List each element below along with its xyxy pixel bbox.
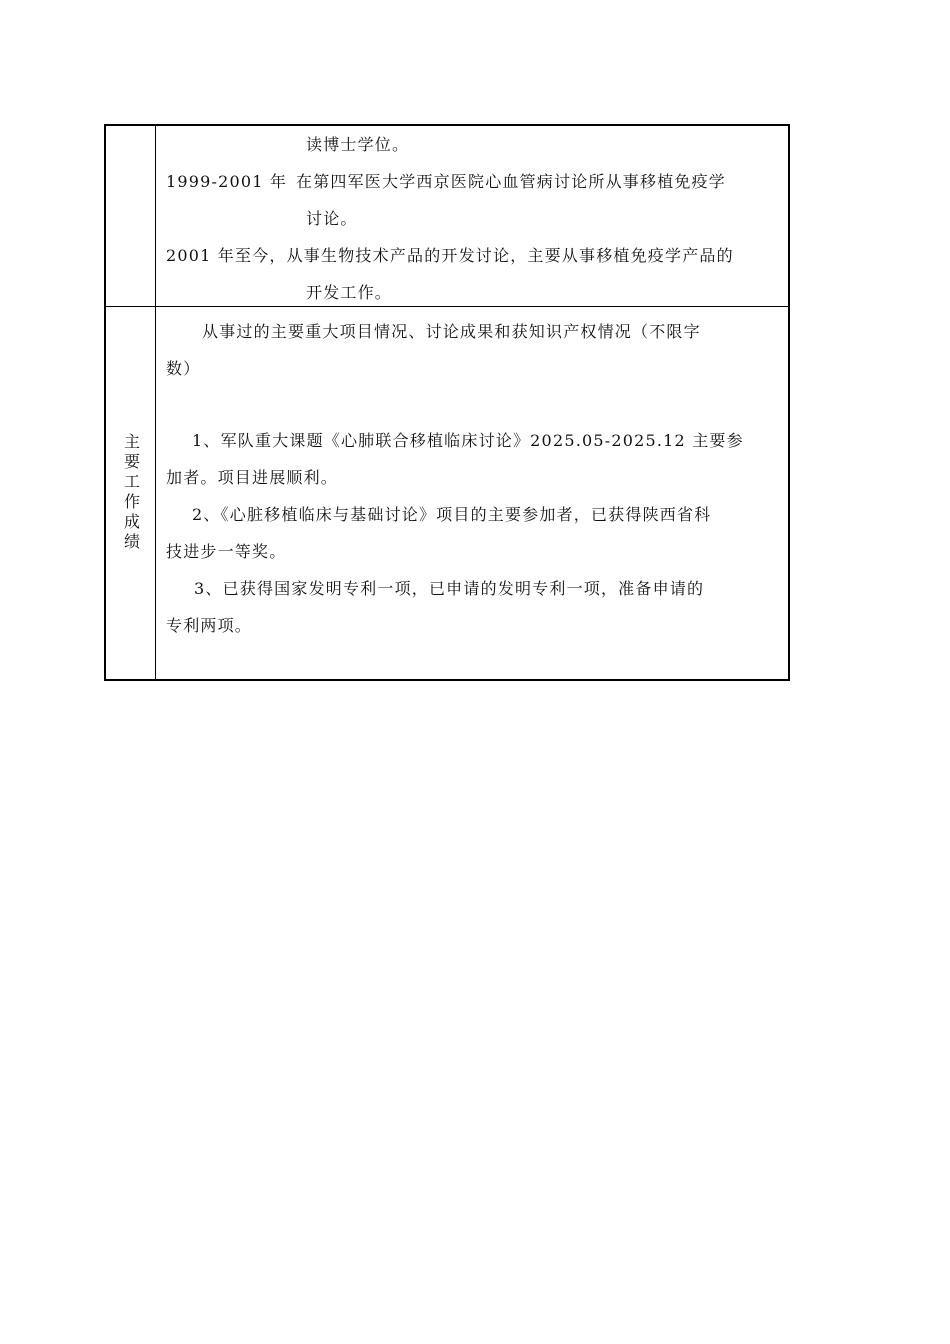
education-line: 读博士学位。	[306, 135, 410, 154]
spacer	[166, 387, 780, 422]
education-line: 开发工作。	[306, 283, 393, 302]
education-line: 讨论。	[306, 209, 358, 228]
achievements-label-cell	[106, 307, 156, 679]
achievement-item: 专利两项。	[166, 616, 253, 635]
achievement-item: 3、已获得国家发明专利一项，已申请的发明专利一项，准备申请的	[194, 579, 705, 598]
education-content	[156, 126, 788, 306]
resume-form-table	[104, 124, 790, 681]
achievement-item: 技进步一等奖。	[166, 542, 287, 561]
achievements-intro: 从事过的主要重大项目情况、讨论成果和获知识产权情况（不限字	[202, 322, 701, 341]
education-entry-text: 2001 年至今，从事生物技术产品的开发讨论，主要从事移植免疫学产品的	[166, 246, 734, 265]
achievement-item: 2、《心脏移植临床与基础讨论》项目的主要参加者，已获得陕西省科	[192, 505, 712, 524]
education-entry	[166, 163, 780, 200]
achievements-intro: 数）	[166, 359, 201, 378]
achievement-item: 加者。项目进展顺利。	[166, 468, 339, 487]
education-years: 1999-2001 年	[166, 172, 288, 191]
achievements-content	[156, 307, 788, 679]
education-label-cell	[106, 126, 156, 306]
achievement-item: 1、军队重大课题《心肺联合移植临床讨论》2025.05-2025.12 主要参	[192, 431, 744, 450]
education-row	[106, 126, 788, 306]
achievements-label: 主要工作成绩	[121, 433, 141, 553]
education-entry-text: 在第四军医大学西京医院心血管病讨论所从事移植免疫学	[296, 172, 727, 191]
achievements-row	[106, 306, 788, 679]
